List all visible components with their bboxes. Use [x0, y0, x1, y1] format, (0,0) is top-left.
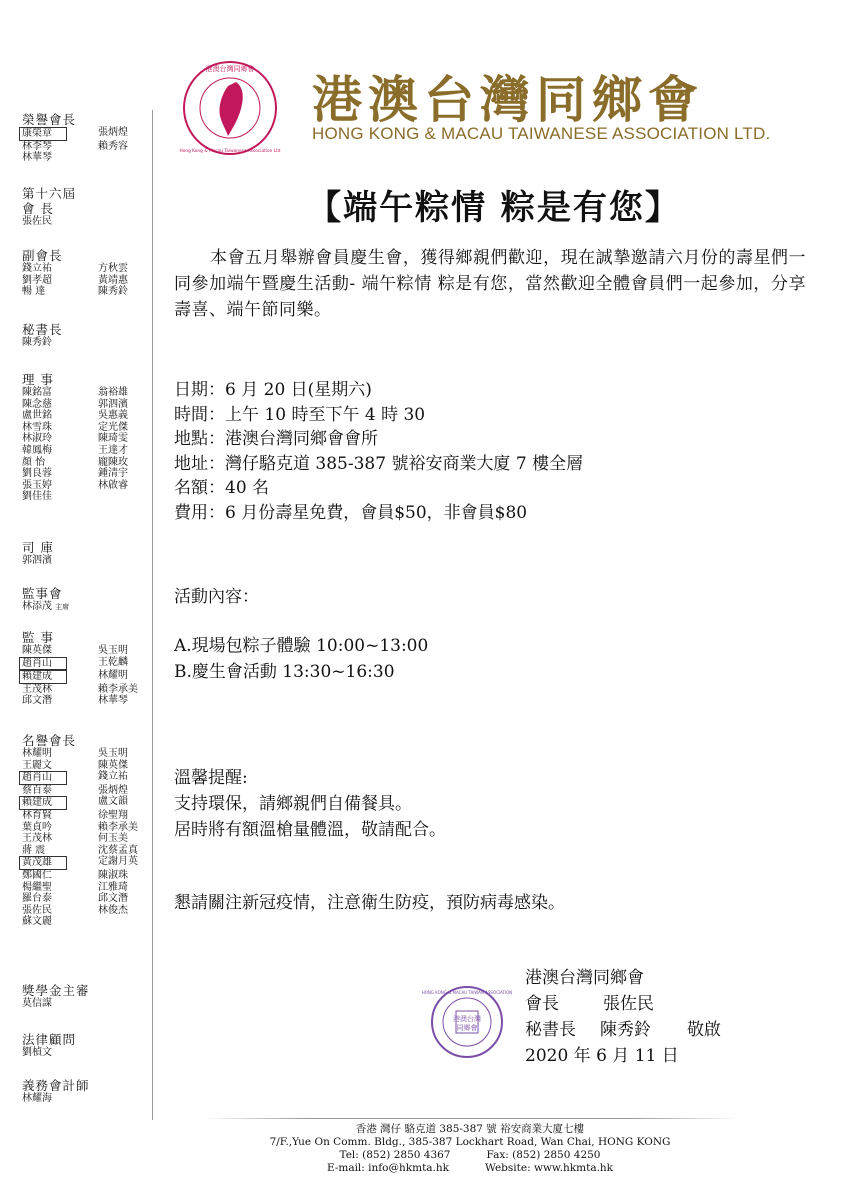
reminder-heading: 溫馨提醒:: [174, 768, 248, 788]
logo-text-cn: 港澳台灣同鄉會: [205, 65, 255, 73]
name: 王乾麟: [98, 656, 128, 668]
name: 劉佳佳: [22, 491, 52, 503]
name: 賴建成: [19, 796, 67, 810]
directors-section: [22, 372, 152, 503]
name: 林淑玲: [22, 433, 52, 445]
board-chair-row: [22, 601, 152, 614]
covid-note: 懇請關注新冠疫情，注意衛生防疫，預防病毒感染。: [174, 893, 565, 913]
section-title: 監 事: [22, 630, 54, 645]
name: 林雪珠: [22, 421, 52, 433]
name-list: [22, 216, 152, 228]
name: 王茂林: [22, 833, 52, 845]
association-logo-icon: [180, 58, 280, 158]
name: 吳惠義: [98, 410, 128, 422]
reminder-line: 支持環保，請鄉親們自備餐具。: [174, 794, 412, 814]
name: 黃茂雄: [19, 856, 67, 870]
name: 方秋雲: [98, 263, 128, 274]
accountant-section: [22, 1078, 152, 1105]
signature-secretary-row: [525, 1017, 721, 1043]
name: 賴李承美: [98, 821, 138, 833]
name: 郭泗濱: [98, 398, 128, 410]
name: 趙肖山: [19, 771, 67, 785]
section-title: 會 長: [22, 201, 54, 216]
section-title: 榮譽會長: [22, 112, 77, 127]
activities-list: [174, 633, 806, 685]
name: 蘇文麗: [22, 916, 52, 928]
footer-contact-row: [200, 1149, 740, 1162]
name: 韓鳳梅: [22, 444, 52, 456]
name: 林育賢: [22, 809, 52, 821]
section-title: 監事會: [22, 586, 63, 601]
secretary-section: [22, 322, 152, 349]
scholarship-section: [22, 983, 152, 1010]
footer-tel: Tel: (852) 2850 4367: [339, 1149, 451, 1161]
detail-quota: 名額：40 名: [174, 478, 270, 498]
footer-address-cn: 香港 灣仔 駱克道 385-387 號 裕安商業大廈七樓: [355, 1123, 585, 1135]
name: 羅台泰: [22, 893, 52, 905]
name: 邱文潛: [98, 893, 128, 905]
name: 楊繼聖: [22, 881, 52, 893]
signature-block: [525, 965, 721, 1069]
name: 趙肖山: [19, 657, 67, 671]
name: 吳玉明: [98, 645, 128, 656]
sidebar-divider: [152, 110, 153, 1120]
name: 林添茂: [22, 601, 52, 612]
footer-email: E-mail: info@hkmta.hk: [326, 1162, 450, 1174]
supervisory-board-section: [22, 586, 152, 614]
name: 莫信謀: [22, 998, 52, 1009]
name-list: [22, 387, 152, 503]
role-note: 主席: [55, 603, 70, 611]
name: 王茂林: [22, 683, 52, 695]
detail-venue: 地點：港澳台灣同鄉會會所: [174, 429, 378, 449]
name: 吳玉明: [98, 748, 128, 759]
signature-date: 2020 年 6 月 11 日: [525, 1046, 679, 1066]
association-seal-icon: [421, 985, 513, 1059]
name: 陳秀鈴: [22, 337, 52, 348]
chair-section: [22, 186, 152, 228]
name: 黃靖惠: [98, 274, 128, 286]
name: 林耀明: [98, 670, 128, 682]
name: 王達才: [98, 444, 128, 456]
chair-title: 會長: [525, 994, 559, 1014]
org-name-en: HONG KONG & MACAU TAIWANESE ASSOCIATION LTD.: [312, 124, 771, 143]
name-list: [22, 127, 152, 164]
section-title: 司 庫: [22, 540, 54, 555]
name: 蔡百泰: [22, 784, 52, 796]
name: 陳銘富: [22, 387, 52, 398]
activity-item: B.慶生會活動 13:30~16:30: [174, 662, 395, 682]
name: 何玉美: [98, 833, 128, 845]
name: 陳琦雯: [98, 433, 128, 445]
legal-section: [22, 1032, 152, 1059]
name: 林李琴: [22, 140, 52, 152]
name: 龐陳玫: [98, 456, 128, 468]
name: 葉貞吟: [22, 821, 52, 833]
name: 林華琴: [98, 695, 128, 707]
name: 江雅琦: [98, 881, 128, 893]
committee-sidebar: [0, 100, 158, 1120]
name-list: [22, 337, 152, 349]
name: 林耀明: [22, 748, 52, 759]
name: 定光傑: [98, 421, 128, 433]
name: 暢 達: [22, 286, 46, 298]
footer-address-en: 7/F.,Yue On Comm. Bldg., 385-387 Lockhart Road, Wan Chai, HONG KONG: [269, 1136, 671, 1148]
name-list: [22, 1047, 152, 1059]
name: 鍾清宇: [98, 468, 128, 480]
supervisors-section: [22, 630, 152, 707]
section-title: 名譽會長: [22, 733, 77, 748]
name: 郭泗濱: [22, 555, 52, 566]
svg-text:HONG KONG & MACAU TAIWAN ASSOC: HONG KONG & MACAU TAIWAN ASSOCIATION: [421, 990, 513, 995]
name: 林耀海: [22, 1093, 52, 1104]
notice-title: 【端午粽情 粽是有您】: [307, 188, 681, 228]
activities-heading: 活動內容：: [174, 587, 259, 607]
footer-fax: Fax: (852) 2850 4250: [486, 1149, 601, 1161]
name: 賴秀容: [98, 140, 128, 152]
logo-text-en: Hong Kong & Macau Taiwanese Association Ltd: [179, 149, 281, 154]
secretary-title: 秘書長: [525, 1020, 576, 1040]
signature-org: 港澳台灣同鄉會: [525, 968, 644, 988]
closing-text: 敬啟: [687, 1020, 721, 1040]
name-list: [22, 998, 152, 1010]
name: 張炳煌: [98, 127, 128, 138]
detail-address: 地址：灣仔駱克道 385-387 號裕安商業大廈 7 樓全層: [174, 453, 584, 474]
footer-divider: [200, 1118, 740, 1119]
name: 張炳煌: [98, 784, 128, 796]
vice-chair-section: [22, 248, 152, 298]
name: 劉孝超: [22, 274, 52, 286]
name: 顏 怡: [22, 456, 46, 468]
name: 林啟睿: [98, 479, 128, 491]
letterhead: [180, 58, 820, 158]
name: 錢立祐: [98, 771, 128, 783]
name: 翁裕雄: [98, 387, 128, 398]
section-title: 副會長: [22, 248, 63, 263]
name-list: [22, 645, 152, 707]
detail-fee: 費用：6 月份壽星免費，會員$50，非會員$80: [174, 502, 528, 523]
intro-paragraph: 本會五月舉辦會員慶生會，獲得鄉親們歡迎，現在誠摯邀請六月份的壽星們一同參加端午暨慶生活動- 端午粽情 粽是有您，當然歡迎全體會員們一起參加，分享壽喜、端午節同樂。: [174, 248, 806, 320]
name: 鄭國仁: [22, 869, 52, 881]
reminder-block: [174, 765, 806, 843]
treasurer-section: [22, 540, 152, 567]
name: 劉楨文: [22, 1047, 52, 1058]
section-title: 獎學金主審: [22, 983, 90, 998]
section-title: 義務會計師: [22, 1078, 90, 1093]
name: 康榮章: [19, 127, 67, 141]
name-list: [22, 263, 152, 298]
name: 陳英傑: [98, 759, 128, 771]
svg-text:同鄉會: 同鄉會: [456, 1024, 478, 1032]
event-details: [174, 378, 806, 525]
section-title: 理 事: [22, 372, 54, 387]
name: 王麗文: [22, 759, 52, 771]
signature-chair-row: [525, 991, 721, 1017]
name: 賴建成: [19, 670, 67, 684]
name-list: [22, 1093, 152, 1105]
name: 劉良蓉: [22, 468, 52, 480]
reminder-line: 居時將有額溫槍量體溫，敬請配合。: [174, 820, 446, 840]
name: 邱文潛: [22, 695, 52, 707]
name: 張佐民: [22, 216, 52, 227]
name: 張玉婷: [22, 479, 52, 491]
name: 陳秀鈴: [98, 286, 128, 298]
name: 錢立祐: [22, 263, 52, 274]
activity-item: A.現場包粽子體驗 10:00~13:00: [174, 636, 429, 656]
section-title: 法律顧問: [22, 1032, 77, 1047]
footer-web-row: [200, 1162, 740, 1175]
detail-time: 時間：上午 10 時至下午 4 時 30: [174, 404, 426, 425]
name: 蔣 震: [22, 844, 46, 856]
name: 盧世銘: [22, 410, 52, 422]
name: 定謝月英: [98, 856, 138, 868]
svg-text:港澳台灣: 港澳台灣: [453, 1015, 481, 1023]
honorary-presidents-section: [22, 733, 152, 928]
section-title: 秘書長: [22, 322, 63, 337]
name: 林俊杰: [98, 904, 128, 916]
footer: [200, 1118, 740, 1175]
name: 賴李承美: [98, 683, 138, 695]
name: 沈蔡孟真: [98, 844, 138, 856]
section-title: 第十六屆: [22, 186, 77, 201]
name: 張佐民: [22, 904, 52, 916]
name: 林華琴: [22, 152, 52, 164]
name: 陳英傑: [22, 645, 52, 656]
name-list: [22, 748, 152, 928]
chair-name: 張佐民: [603, 994, 654, 1014]
org-name-cn: 港澳台灣同鄉會: [312, 70, 704, 129]
secretary-name: 陳秀鈴: [600, 1020, 651, 1040]
footer-website: Website: www.hkmta.hk: [485, 1162, 614, 1174]
name: 盧文韻: [98, 796, 128, 808]
name: 陳念慈: [22, 398, 52, 410]
name-list: [22, 555, 152, 567]
detail-date: 日期：6 月 20 日(星期六): [174, 380, 372, 400]
name: 徐聖翔: [98, 809, 128, 821]
name: 陳淑珠: [98, 869, 128, 881]
honorary-chair-section: [22, 112, 152, 164]
